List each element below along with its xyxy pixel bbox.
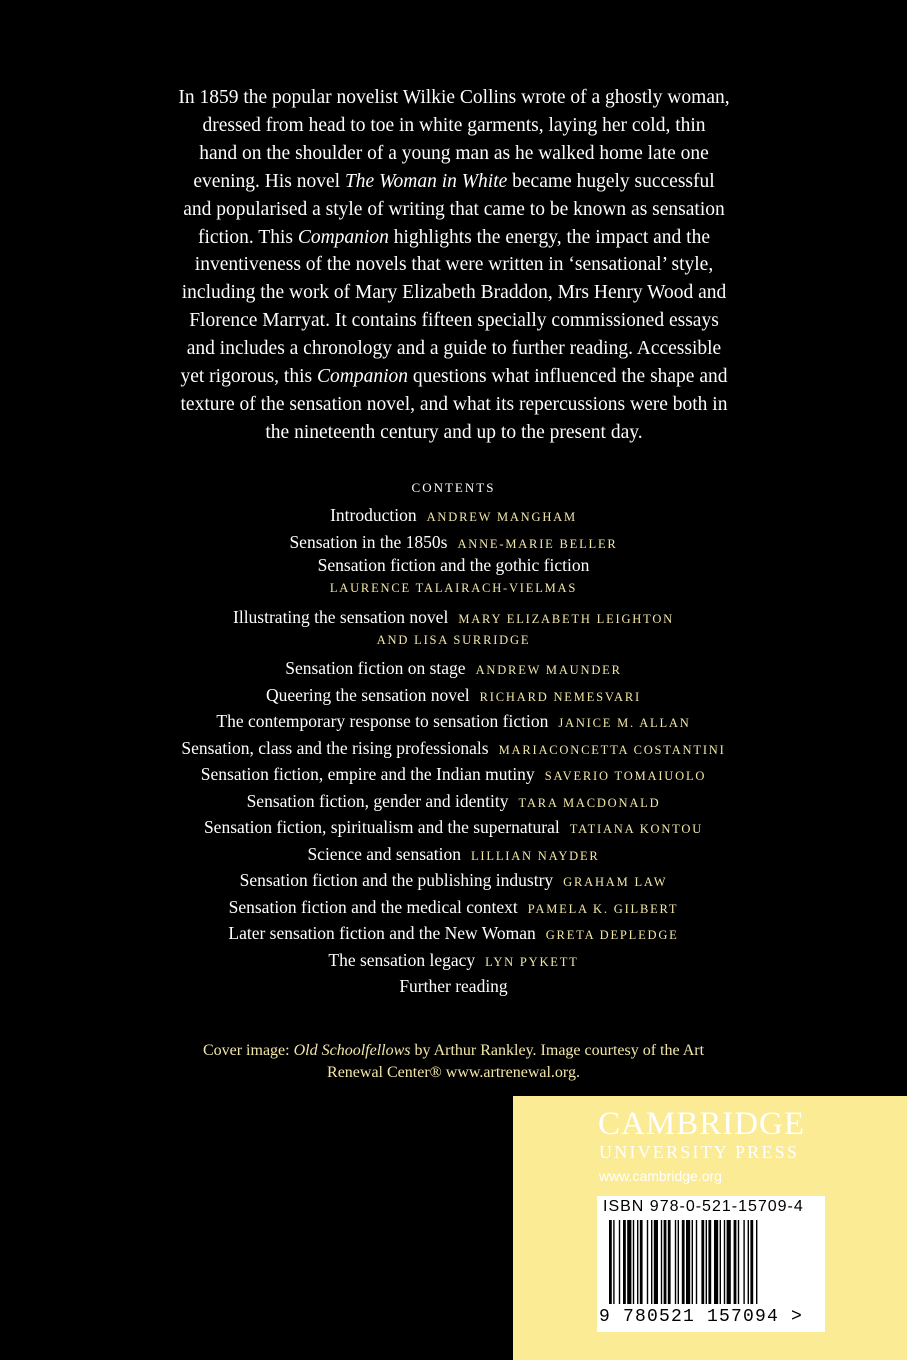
toc-entry [0,655,907,682]
publisher-name: CAMBRIDGE [598,1106,806,1142]
credit-suffix: by Arthur Rankley. Image courtesy of the Art [410,1042,705,1059]
barcode-bar [613,1220,614,1304]
chapter-author: LAURENCE TALAIRACH-VIELMAS [329,581,578,595]
chapter-title: Sensation fiction on stage [285,658,466,678]
barcode-bar [619,1220,620,1304]
barcode-bar [696,1220,697,1304]
blurb-line: evening. His novel The Woman in White became hugely successful [193,170,715,192]
contents-heading: CONTENTS [411,480,496,495]
publisher-press: UNIVERSITY PRESS [599,1142,800,1162]
toc-entry [0,973,907,1000]
blurb-line: and popularised a style of writing that came to be known as sensation [183,198,725,220]
credit-prefix: Cover image: [202,1042,294,1059]
blurb-line: yet rigorous, this Companion questions what influenced the shape and [180,366,728,388]
barcode-bar [609,1220,612,1304]
chapter-title: Sensation in the 1850s [289,531,448,552]
blurb-line: texture of the sensation novel, and what its repercussions were both in [180,393,728,415]
chapter-title: Sensation fiction and the gothic fiction [317,555,590,575]
barcode-bar [701,1220,704,1304]
table-of-contents [0,502,907,1000]
barcode-icon [603,1220,819,1308]
barcode-digits: 9 780521 157094 > [599,1307,804,1327]
barcode-bar [661,1220,662,1304]
chapter-title: Sensation fiction, empire and the Indian mutiny [200,764,535,784]
chapter-title: Further reading [399,976,508,996]
chapter-author: PAMELA K. GILBERT [527,901,679,916]
barcode-bar [637,1220,638,1304]
chapter-author: ANNE-MARIE BELLER [457,536,618,551]
chapter-author: GRETA DEPLEDGE [545,928,679,942]
barcode-bar [750,1220,753,1304]
barcode-bar [668,1220,671,1304]
chapter-author: GRAHAM LAW [563,875,668,889]
chapter-title: Sensation, class and the rising professionals [181,737,489,758]
toc-entry [0,867,907,894]
blurb-line: dressed from head to toe in white garments, laying her cold, thin [202,114,706,136]
toc-entry [0,761,907,788]
chapter-author: AND LISA SURRIDGE [376,633,531,647]
chapter-author: LYN PYKETT [485,954,579,969]
barcode-bar [708,1220,711,1304]
chapter-title: Introduction [330,505,417,525]
toc-entry [0,920,907,947]
toc-entry [0,555,907,576]
barcode-bar [682,1220,685,1304]
barcode-bar [738,1220,739,1304]
chapter-author: SAVERIO TOMAIUOLO [544,769,707,783]
barcode-bar [727,1220,731,1304]
toc-entry-continued [0,628,907,649]
back-cover-blurb [120,84,788,447]
barcode-bar [706,1220,707,1304]
toc-entry [0,814,907,841]
toc-entry [0,529,907,556]
chapter-title: Later sensation fiction and the New Woman [228,923,536,943]
isbn-barcode [597,1196,825,1332]
barcode-bar [714,1220,718,1304]
toc-entry [0,788,907,815]
barcode-bar [678,1220,679,1304]
barcode-bar [720,1220,721,1304]
chapter-title: Sensation fiction and the publishing industry [239,870,554,890]
chapter-title: Queering the sensation novel [266,684,470,705]
chapter-author: MARY ELIZABETH LEIGHTON [458,612,674,626]
toc-entry-continued [0,576,907,597]
barcode-bar [686,1220,690,1304]
chapter-title: Sensation fiction and the medical context [228,896,518,917]
barcode-bar [675,1220,676,1304]
barcode-bar [627,1220,631,1304]
blurb-line: hand on the shoulder of a young man as he walked home late one [199,142,709,164]
chapter-author: ANDREW MAUNDER [475,663,622,677]
barcode-bar [734,1220,737,1304]
barcode-bar [664,1220,667,1304]
blurb-line: fiction. This Companion highlights the energy, the impact and the [198,226,710,248]
toc-entry [0,735,907,762]
chapter-title: Illustrating the sensation novel [233,607,449,627]
toc-entry [0,607,907,628]
barcode-bar [743,1220,744,1304]
blurb-line: In 1859 the popular novelist Wilkie Collins wrote of a ghostly woman, [178,87,730,108]
chapter-author: TARA MACDONALD [518,795,661,810]
chapter-author: RICHARD NEMESVARI [479,689,641,704]
blurb-line: including the work of Mary Elizabeth Braddon, Mrs Henry Wood and [181,282,727,304]
blurb-line: inventiveness of the novels that were written in ‘sensational’ style, [194,254,714,276]
cover-image-credit [150,1040,757,1084]
chapter-title: Sensation fiction, spiritualism and the supernatural [203,817,560,837]
toc-entry [0,947,907,974]
chapter-author: MARIACONCETTA COSTANTINI [498,742,726,757]
barcode-bar [756,1220,757,1304]
toc-entry [0,502,907,529]
publisher-url: www.cambridge.org [599,1168,722,1184]
chapter-author: JANICE M. ALLAN [558,716,691,730]
publisher-panel [513,1096,907,1360]
barcode-bar [640,1220,643,1304]
credit-line-2: Renewal Center® www.artrenewal.org. [327,1064,580,1081]
barcode-bar [647,1220,648,1304]
barcode-bar [623,1220,626,1304]
chapter-title: Science and sensation [307,843,461,864]
barcode-bar [651,1220,652,1304]
chapter-title: The contemporary response to sensation fiction [216,711,549,731]
barcode-bar [748,1220,749,1304]
barcode-bar [654,1220,658,1304]
blurb-line: Florence Marryat. It contains fifteen specially commissioned essays [189,310,719,332]
blurb-line: the nineteenth century and up to the present day. [265,421,643,443]
chapter-author: ANDREW MANGHAM [426,510,577,524]
blurb-line: and includes a chronology and a guide to further reading. Accessible [186,338,722,360]
toc-entry [0,894,907,921]
barcode-bar [724,1220,725,1304]
chapter-author: LILLIAN NAYDER [471,848,600,863]
toc-entry [0,682,907,709]
chapter-author: TATIANA KONTOU [569,822,704,836]
barcode-bar [692,1220,693,1304]
isbn-label: ISBN 978-0-521-15709-4 [603,1198,804,1215]
toc-entry [0,841,907,868]
toc-entry [0,708,907,735]
painting-title: Old Schoolfellows [293,1042,411,1059]
chapter-title: Sensation fiction, gender and identity [246,790,509,811]
barcode-bar [633,1220,634,1304]
chapter-title: The sensation legacy [328,949,476,970]
